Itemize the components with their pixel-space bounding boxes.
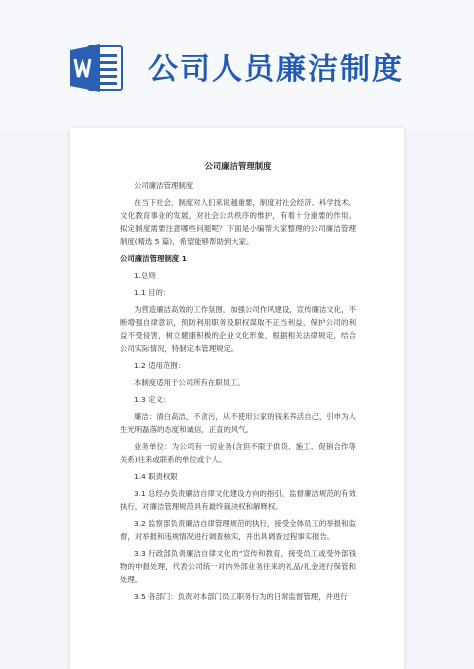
- document-paragraph: 本制度适用于公司所有在职员工。: [134, 378, 245, 387]
- document-paragraph: 业务单位：为公司有一切业务(含但不限于供货、施工、促销合作等关系)往来或联系的单位或个人。: [120, 442, 356, 464]
- document-paragraph: 3.3 行政部负责廉洁自律文化的“宣传和教育，接受员工或受外部钱物的申报处理，代表公司统一对内外部业务往来的礼品/礼金进行保管和处理。: [120, 549, 356, 584]
- document-paragraph: 3.5 各部门：负责对本部门员工职务行为的日常监督管理，并进行: [134, 592, 348, 601]
- document-paragraph: 3.2 监察部负责廉洁自律管理规范的执行，接受全体员工的举报和监督，对举报和违规情况进行调查核实，并出具调查过程事实报告。: [120, 519, 356, 541]
- document-paragraph: 1.4 职责权限: [134, 472, 178, 481]
- document-paragraph: 1.总则: [134, 271, 156, 280]
- header-banner: [0, 0, 474, 130]
- document-paragraph: 廉洁：清白高洁，不贪污，从不使用公家的钱来养活自己，引申为人生光明磊落的态度和诚信，正直的风气。: [120, 412, 356, 434]
- banner-title: 公司人员廉洁制度: [148, 52, 404, 87]
- document-paragraph: 1.3 定义：: [134, 395, 171, 404]
- document-paragraph: 公司廉洁管理制度: [134, 181, 194, 190]
- document-page: [70, 128, 404, 669]
- document-title: 公司廉洁管理制度: [204, 161, 272, 171]
- document-body: [120, 160, 356, 607]
- document-paragraph: 3.1 总经办负责廉洁自律文化建设方向的指引，监督廉洁规范的有效执行，对廉洁管理规范具有最终裁决权和解释权。: [120, 489, 356, 511]
- word-icon: [68, 40, 124, 96]
- section-heading: 公司廉洁管理制度 1: [120, 254, 187, 263]
- document-paragraph: 1.1 目的：: [134, 288, 171, 297]
- document-paragraph: 1.2 适用范围：: [134, 361, 186, 370]
- document-paragraph: 为营造廉洁高效的工作氛围，加强公司作风建设，宣传廉洁文化，不断增强自律意识，预防利用职务及职权谋取不正当利益，保护公司的利益不受侵害，树立健康积极的企业文化形象，根据相关法律规定，结合公司实际情况，特制定本管理规定。: [120, 305, 356, 353]
- document-paragraph: 在当下社会，制度对人们来说越重要，制度对社会经济、科学技术、文化教育事业的发展，对社会公共秩序的维护，有着十分重要的作用。拟定制度需要注意哪些问题呢？下面是小编帮大家整理的公司廉洁管理制度(精选 5 篇)，希望能够帮助到大家。: [120, 198, 356, 246]
